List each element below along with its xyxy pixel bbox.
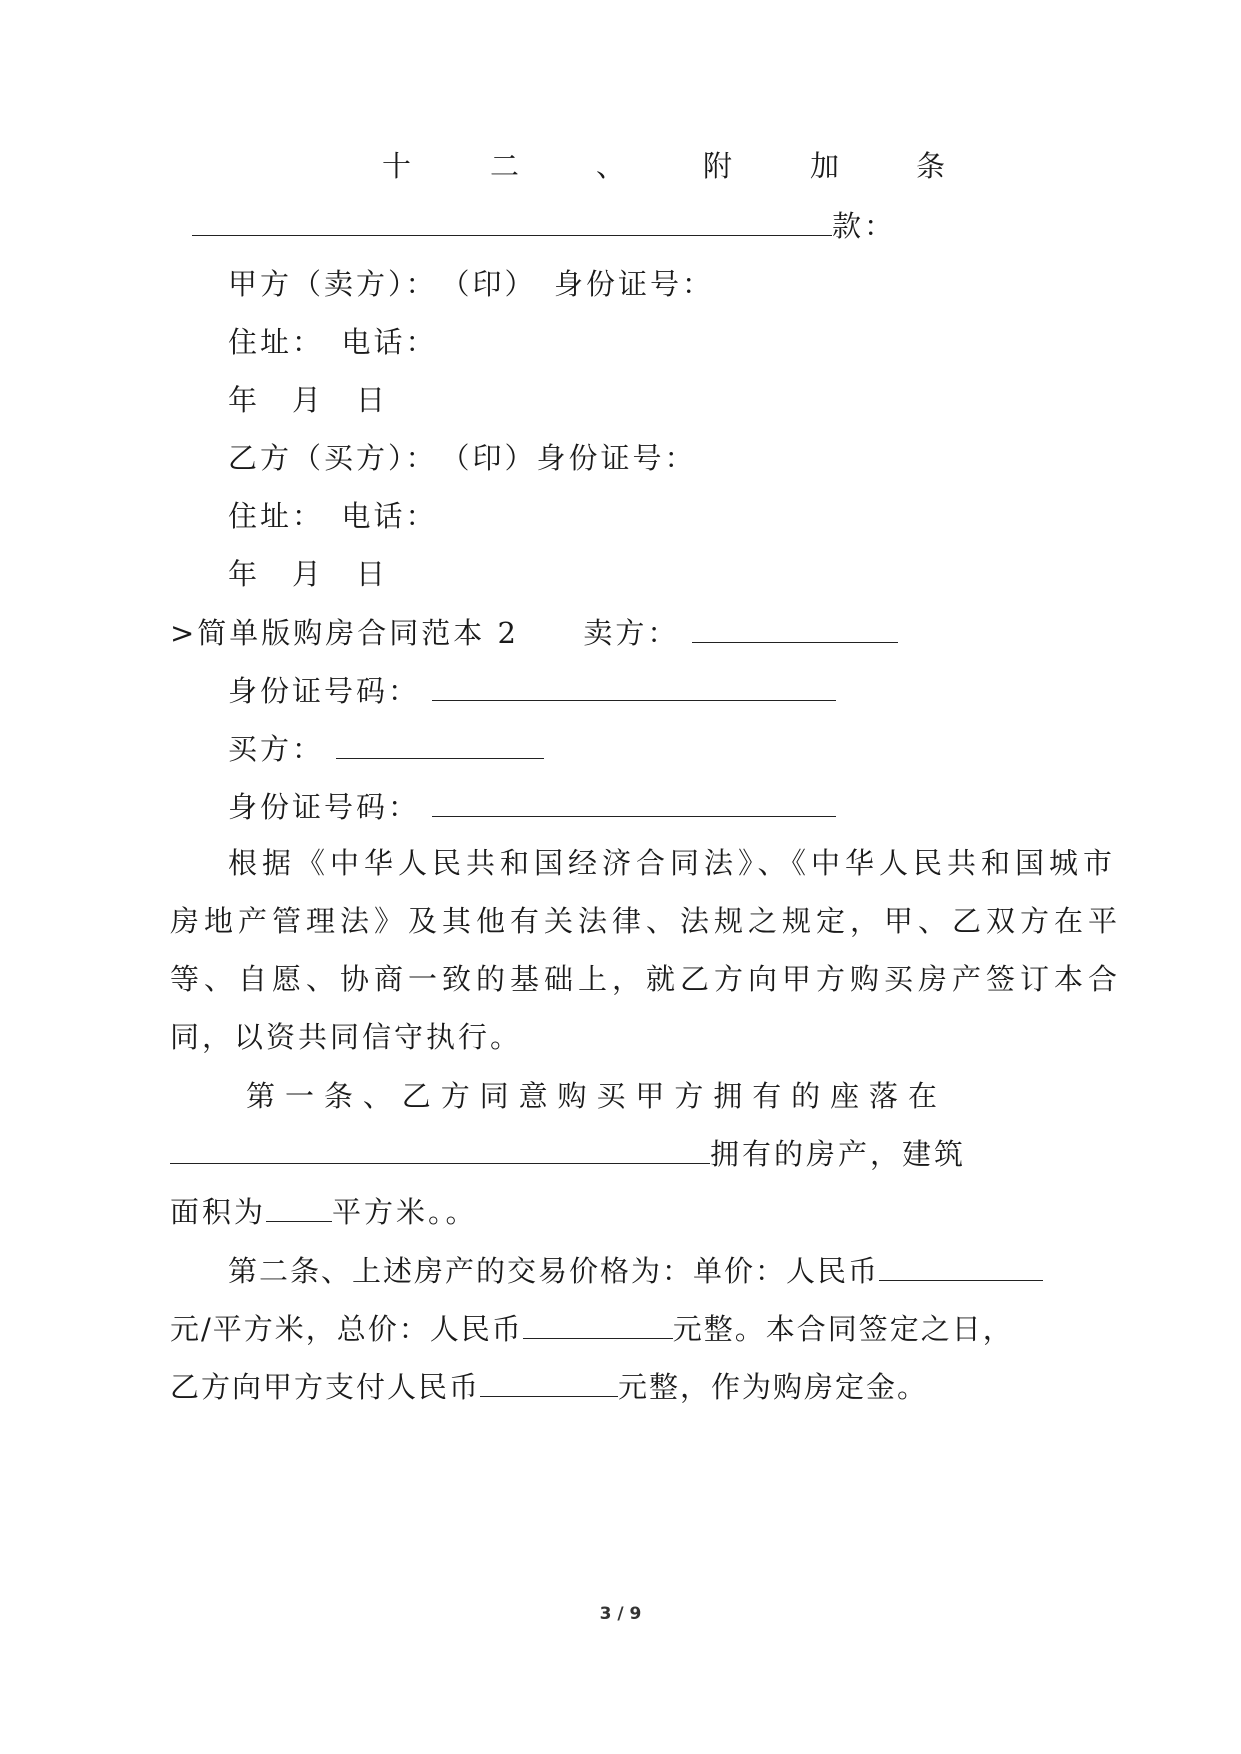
heading-char: 加 (810, 149, 840, 183)
contract2-heading: >简单版购房合同范本 2 (170, 616, 519, 650)
article-char: 买 (596, 1079, 629, 1113)
article-char: 乙 (401, 1079, 434, 1113)
article-char: 意 (518, 1079, 551, 1113)
article-char: 拥 (713, 1079, 746, 1113)
article-char: 、 (362, 1079, 395, 1113)
article-2-line-2 (170, 1309, 1014, 1349)
total-tail: 元整。本合同签定之日， (672, 1312, 1014, 1346)
article-char: 购 (557, 1079, 590, 1113)
article-char: 甲 (635, 1079, 668, 1113)
area-suffix: 平方米。。 (332, 1195, 478, 1229)
area-blank[interactable] (266, 1193, 332, 1222)
article-char: 一 (284, 1079, 317, 1113)
article-char: 方 (440, 1079, 473, 1113)
fill-blank[interactable] (192, 207, 832, 236)
heading-char: 二 (490, 149, 520, 183)
area-prefix: 面积为 (170, 1195, 267, 1229)
article-1-line-2 (170, 1134, 966, 1174)
party-a-date: 年 月 日 (228, 383, 389, 417)
article-char: 座 (830, 1079, 863, 1113)
seller-blank[interactable] (692, 614, 898, 643)
heading-char: 、 (596, 149, 626, 183)
deposit-blank[interactable] (480, 1368, 618, 1397)
preamble-line-3: 等、自愿、协商一致的基础上，就乙方向甲方购买房产签订本合 (170, 962, 1123, 996)
unit-price-blank[interactable] (879, 1252, 1043, 1281)
seller-label: 卖方： (583, 616, 680, 650)
deposit-tail: 元整，作为购房定金。 (618, 1370, 929, 1404)
unit-label: 元/平方米，总价：人民币 (170, 1312, 523, 1346)
buyer-id-label: 身份证号码： (228, 790, 421, 824)
article-char: 有 (752, 1079, 785, 1113)
heading-char: 附 (703, 149, 733, 183)
party-b-address: 住址： 电话： (228, 499, 438, 533)
preamble-line-1: 根据《中华人民共和国经济合同法》、《中华人民共和国城市 (228, 846, 1118, 880)
article-char: 第 (246, 1079, 279, 1113)
article-2-line-3 (170, 1367, 928, 1407)
article-char: 在 (907, 1079, 940, 1113)
seller-id-label: 身份证号码： (228, 674, 421, 708)
party-a-address: 住址： 电话： (228, 325, 438, 359)
article-2-text: 第二条、上述房产的交易价格为：单价：人民币 (228, 1254, 880, 1288)
buyer-id-line (228, 787, 836, 827)
deposit-label: 乙方向甲方支付人民币 (170, 1370, 481, 1404)
article-1-line-3 (170, 1192, 478, 1232)
seller-id-line (228, 671, 836, 711)
section-12-tail: 款： (832, 209, 897, 243)
total-price-blank[interactable] (523, 1310, 673, 1339)
party-b-date: 年 月 日 (228, 557, 389, 591)
article-2-line-1 (228, 1251, 1043, 1291)
party-b-line: 乙方（买方）： （印）身份证号： (228, 441, 697, 475)
location-blank[interactable] (170, 1135, 710, 1164)
contract2-heading-line (170, 613, 898, 653)
heading-char: 条 (916, 149, 946, 183)
section-12-blank-line (192, 206, 896, 246)
seller-id-blank[interactable] (432, 672, 836, 701)
article-char: 条 (323, 1079, 356, 1113)
buyer-label: 买方： (228, 732, 325, 766)
page-number: 3 / 9 (599, 1604, 642, 1624)
article-1-line-1 (246, 1076, 940, 1116)
buyer-blank[interactable] (336, 730, 544, 759)
preamble-line-4: 同，以资共同信守执行。 (170, 1020, 523, 1054)
buyer-line (228, 729, 544, 769)
article-char: 落 (869, 1079, 902, 1113)
article-char: 同 (479, 1079, 512, 1113)
party-a-line: 甲方（卖方）： （印） 身份证号： (228, 267, 715, 301)
preamble-line-2: 房地产管理法》及其他有关法律、法规之规定，甲、乙双方在平 (170, 904, 1123, 938)
article-char: 的 (791, 1079, 824, 1113)
article-1-tail: 拥有的房产，建筑 (710, 1137, 967, 1171)
article-char: 方 (674, 1079, 707, 1113)
heading-char: 十 (382, 149, 412, 183)
buyer-id-blank[interactable] (432, 788, 836, 817)
